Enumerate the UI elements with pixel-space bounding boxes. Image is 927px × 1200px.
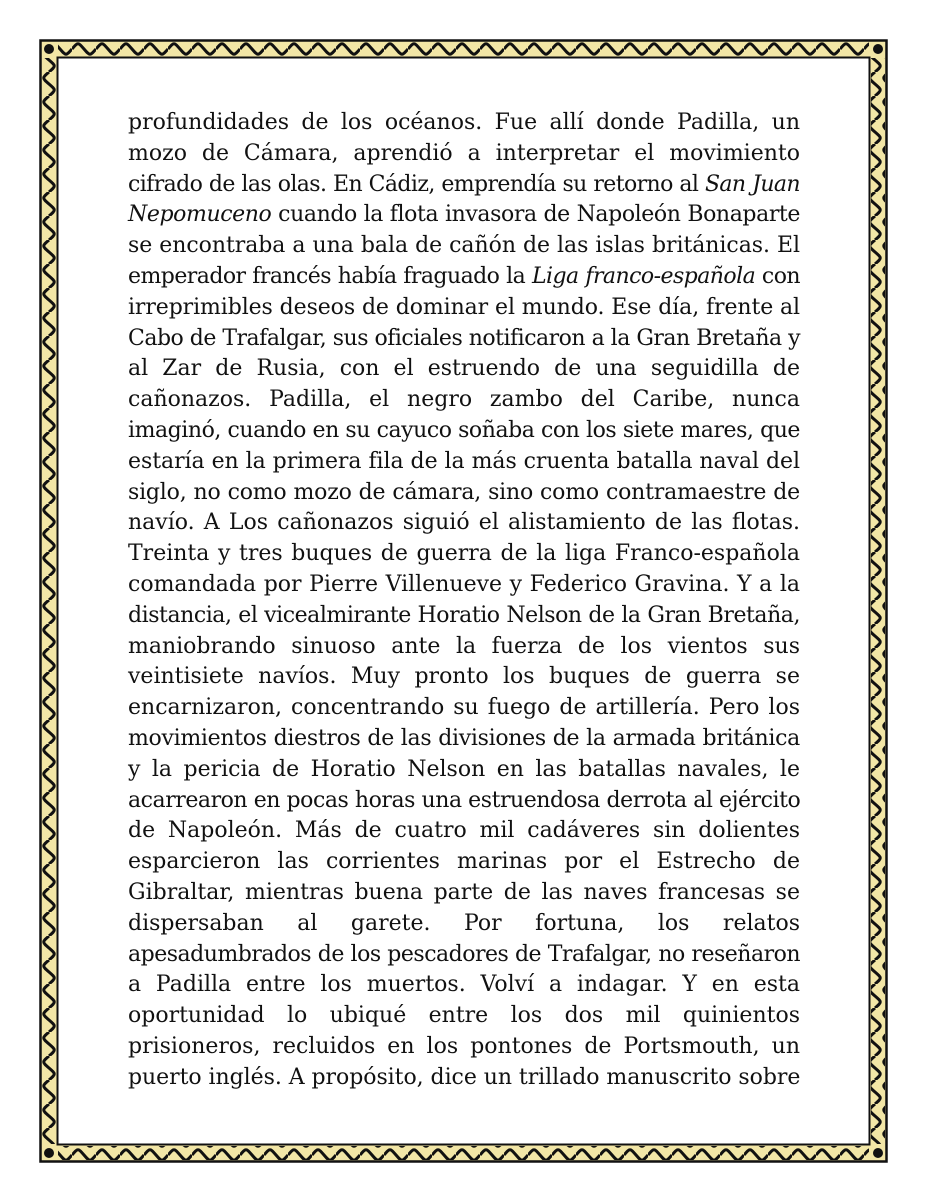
text-line: [128, 940, 800, 971]
text-line: [128, 570, 800, 601]
text-run: acarrearon en pocas horas una estruendosa derrota al ejército: [128, 787, 801, 813]
text-run: al Zar de Rusia, con el estruendo de una seguidilla de: [128, 356, 800, 382]
text-run: y la pericia de Horatio Nelson en las batallas navales, le: [128, 756, 800, 782]
text-run: maniobrando sinuoso ante la fuerza de los vientos sus: [128, 633, 800, 659]
text-run: irreprimibles deseos de dominar el mundo. Ese día, frente al: [128, 294, 800, 320]
text-line: [128, 1032, 800, 1063]
text-line: [128, 354, 800, 385]
border-corner: [873, 1148, 883, 1158]
text-line: [128, 662, 800, 693]
border-wave-left: [42, 58, 56, 1144]
text-run: Cabo de Trafalgar, sus oficiales notificaron a la Gran Bretaña y: [128, 325, 801, 351]
text-run: profundidades de los océanos. Fue allí donde Padilla, un: [128, 110, 800, 135]
text-line: [128, 478, 800, 509]
text-run: cañonazos. Padilla, el negro zambo del Caribe, nunca: [128, 387, 800, 413]
text-line: [128, 786, 800, 817]
italic-title: Liga franco-española: [531, 263, 756, 289]
text-line: [128, 262, 800, 293]
text-line: [128, 724, 800, 755]
text-line: [128, 416, 800, 447]
text-run: distancia, el vicealmirante Horatio Nelson de la Gran Bretaña,: [128, 602, 800, 628]
text-line: [128, 324, 800, 355]
text-line: [128, 293, 800, 324]
text-line: [128, 508, 800, 539]
text-line: [128, 170, 800, 201]
text-line: [128, 909, 800, 940]
text-run: se encontraba a una bala de cañón de las islas británicas. El: [128, 233, 800, 259]
text-line: [128, 693, 800, 724]
text-run: con: [755, 263, 801, 289]
text-line: [128, 539, 800, 570]
text-line: [128, 1001, 800, 1032]
text-line: [128, 200, 800, 231]
border-corner: [44, 1148, 54, 1158]
text-run: oportunidad lo ubiqué entre los dos mil quinientos: [128, 1003, 800, 1029]
text-run: apesadumbrados de los pescadores de Trafalgar, no reseñaron: [128, 941, 800, 967]
text-line: [128, 1063, 800, 1094]
text-run: dispersaban al garete. Por fortuna, los relatos: [128, 910, 800, 936]
border-wave-right: [871, 58, 885, 1144]
italic-title: Nepomuceno: [128, 202, 272, 228]
border-corner: [873, 44, 883, 54]
border-wave-top: [58, 42, 869, 56]
text-run: imaginó, cuando en su cayuco soñaba con los siete mares, que: [128, 417, 800, 443]
text-run: comandada por Pierre Villenueve y Federico Gravina. Y a la: [128, 571, 800, 597]
text-line: [128, 385, 800, 416]
text-line: [128, 231, 800, 262]
text-run: Treinta y tres buques de guerra de la liga Franco-española: [128, 541, 800, 567]
text-line: [128, 970, 800, 1001]
border-wave-bottom: [58, 1146, 869, 1160]
text-run: Gibraltar, mientras buena parte de las naves francesas se: [128, 879, 800, 905]
text-run: puerto inglés. A propósito, dice un trillado manuscrito sobre: [128, 1064, 801, 1090]
text-run: emperador francés había fraguado la: [128, 263, 532, 289]
text-line: [128, 139, 800, 170]
text-run: movimientos diestros de las divisiones de la armada británica: [128, 725, 800, 751]
text-run: prisioneros, recluidos en los pontones de Portsmouth, un: [128, 1033, 800, 1059]
text-line: [128, 816, 800, 847]
text-line: [128, 447, 800, 478]
text-run: cifrado de las olas. En Cádiz, emprendía su retorno al: [128, 171, 705, 197]
text-line: [128, 847, 800, 878]
text-run: esparcieron las corrientes marinas por el Estrecho de: [128, 849, 800, 875]
text-run: navío. A Los cañonazos siguió el alistamiento de las flotas.: [128, 510, 800, 536]
text-line: [128, 878, 800, 909]
text-line: [128, 632, 800, 663]
text-line: [128, 755, 800, 786]
text-run: a Padilla entre los muertos. Volví a indagar. Y en esta: [128, 972, 800, 998]
text-run: de Napoleón. Más de cuatro mil cadáveres sin dolientes: [128, 818, 800, 844]
italic-title: San Juan: [704, 171, 800, 197]
text-run: cuando la flota invasora de Napoleón Bonaparte: [271, 202, 800, 228]
text-run: estaría en la primera fila de la más cruenta batalla naval del: [128, 448, 800, 474]
text-run: encarnizaron, concentrando su fuego de artillería. Pero los: [128, 695, 800, 721]
body-text: [128, 108, 800, 1094]
text-line: [128, 601, 800, 632]
text-run: mozo de Cámara, aprendió a interpretar el movimiento: [128, 140, 800, 166]
text-run: veintisiete navíos. Muy pronto los buques de guerra se: [128, 664, 800, 690]
border-corner: [44, 44, 54, 54]
text-run: siglo, no como mozo de cámara, sino como contramaestre de: [128, 479, 800, 505]
text-line: [128, 108, 800, 139]
